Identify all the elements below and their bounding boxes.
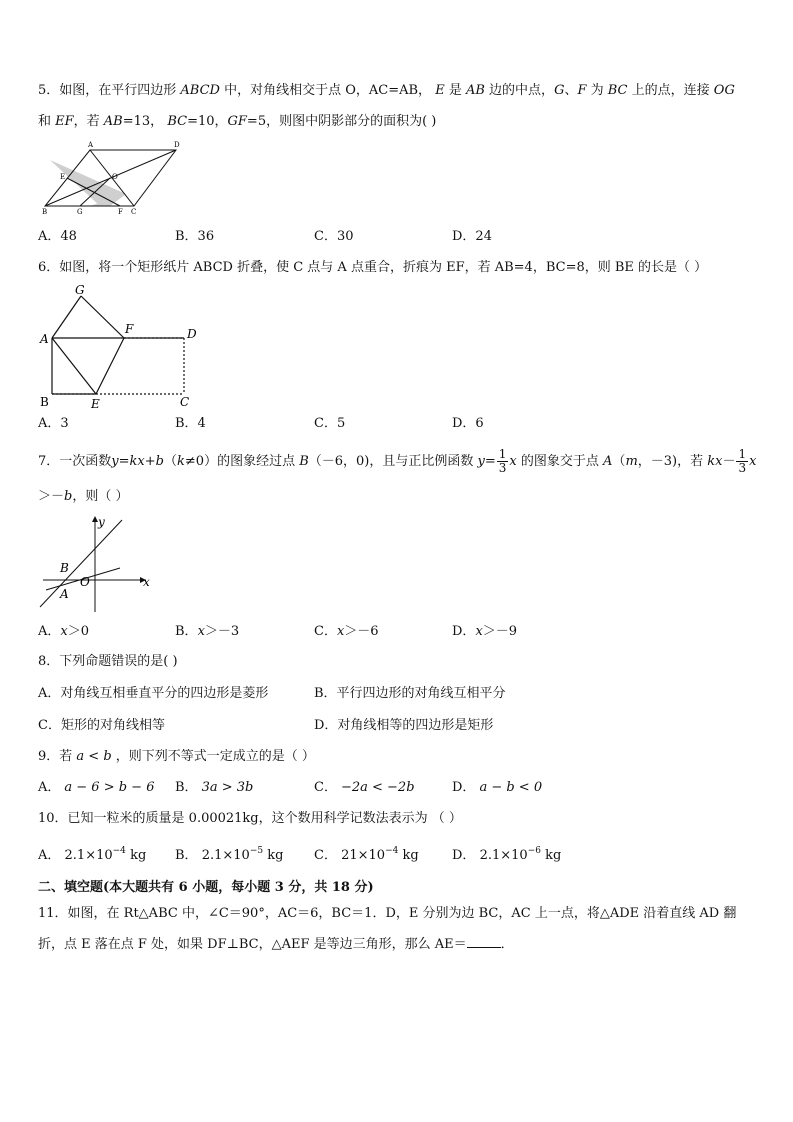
text-run: 中，对角线相交于点 O，AC=AB，	[219, 83, 436, 98]
q7-label-a: A	[60, 587, 69, 601]
text-run: BC	[607, 83, 628, 98]
q5-label-f: F	[118, 208, 123, 216]
q7-option-d[interactable]: D．x＞－9	[452, 624, 518, 639]
q6-label-f: F	[125, 322, 134, 336]
q5-label-c: C	[131, 208, 137, 216]
q10-text: 10．已知一粒米的质量是 0.00021kg，这个数用科学记数法表示为 （ ）	[38, 811, 462, 826]
q8-option-b[interactable]: B．平行四边形的对角线互相平分	[314, 686, 506, 701]
q11-text-line1: 11．如图，在 Rt△ABC 中，∠C＝90°，AC＝6，BC＝1．D，E 分别为边 BC，AC 上一点，将△ADE 沿着直线 AD 翻	[38, 906, 737, 921]
text-run: E	[435, 83, 445, 98]
q5-label-o: O	[112, 173, 118, 181]
q7-text-line2: ＞－b，则（ ）	[38, 489, 129, 504]
q6-label-b: B	[40, 395, 49, 409]
text-run: EF	[55, 114, 74, 129]
q10-option-c[interactable]: C． $21\times 10^{-4}$ kg	[314, 846, 419, 863]
text-run: 是	[444, 83, 466, 98]
q8-option-d[interactable]: D．对角线相等的四边形是矩形	[314, 718, 494, 733]
q5-option-c[interactable]: C．30	[314, 229, 354, 244]
q7-label-y: y	[98, 515, 105, 529]
q7-label-b: B	[60, 561, 69, 575]
q8-option-c[interactable]: C．矩形的对角线相等	[38, 718, 165, 733]
section-title-fill-in: 二、填空题(本大题共有 6 小题，每小题 3 分，共 18 分)	[38, 880, 374, 895]
q7-label-x: x	[143, 575, 150, 589]
text-run: GF	[227, 114, 247, 129]
q5-label-e: E	[60, 173, 66, 181]
q5-parallelogram-figure	[40, 141, 190, 216]
q11-answer-blank[interactable]	[467, 935, 501, 948]
q8-text: 8．下列命题错误的是( )	[38, 654, 178, 669]
q5-label-b: B	[42, 208, 48, 216]
text-run: 边的中点，	[484, 83, 555, 98]
q7-label-o: O	[80, 575, 90, 589]
text-run: AB	[465, 83, 485, 98]
text-run: 为	[586, 83, 608, 98]
q7-fraction-one-third: $\frac{1}{3}$	[498, 447, 507, 475]
text-run: =5，则图中阴影部分的面积为( )	[246, 114, 437, 129]
q10-option-b[interactable]: B． $2.1\times 10^{-5}$ kg	[175, 846, 284, 863]
q7-text-line1: 7．一次函数y=kx+b（k≠0）的图象经过点 B（－6，0)，且与正比例函数 y= $\frac{1}{3}$ x 的图象交于点 A（m，－3)，若 kx－ $\frac{1}{3}$ x	[38, 447, 757, 475]
q5-label-d: D	[174, 141, 180, 149]
q5-label-a: A	[88, 141, 94, 149]
q5-text-line2	[38, 113, 436, 131]
q6-label-g: G	[75, 283, 85, 297]
text-run: G	[554, 83, 565, 98]
q7-option-b[interactable]: B．x＞－3	[175, 624, 240, 639]
q8-option-a[interactable]: A．对角线互相垂直平分的四边形是菱形	[38, 686, 269, 701]
q6-option-a[interactable]: A．3	[38, 416, 69, 431]
text-run: F	[577, 83, 587, 98]
text-run: 和	[38, 114, 56, 129]
q9-option-b[interactable]: B． 3a > 3b	[175, 780, 254, 795]
q5-text-line1	[38, 82, 735, 100]
text-run: BC	[167, 114, 188, 129]
q6-rectangle-fold-figure	[36, 282, 206, 411]
q9-text: 9．若 a < b ，则下列不等式一定成立的是（ ）	[38, 749, 315, 764]
text-run: =10，	[187, 114, 228, 129]
text-run: =13，	[122, 114, 168, 129]
q6-label-d: D	[187, 327, 197, 341]
q7-option-a[interactable]: A．x＞0	[38, 624, 90, 639]
q5-option-a[interactable]: A．48	[38, 229, 77, 244]
text-run: 、	[564, 83, 578, 98]
text-run: 5．如图，在平行四边形	[38, 83, 181, 98]
q9-option-d[interactable]: D． a − b < 0	[452, 780, 543, 795]
q5-option-b[interactable]: B．36	[175, 229, 215, 244]
q10-option-a[interactable]: A． $2.1\times 10^{-4}$ kg	[38, 846, 147, 863]
q7-graph-figure	[38, 514, 153, 614]
text-run: ，若	[73, 114, 104, 129]
text-run: ABCD	[180, 83, 220, 98]
q6-label-a: A	[40, 332, 49, 346]
q6-label-e: E	[91, 397, 100, 411]
q6-label-c: C	[180, 395, 190, 409]
q9-option-a[interactable]: A． a − 6 > b − 6	[38, 780, 155, 795]
q9-option-c[interactable]: C． −2a < −2b	[314, 780, 415, 795]
q6-option-c[interactable]: C．5	[314, 416, 346, 431]
q5-label-g: G	[77, 208, 83, 216]
text-run: 上的点，连接	[627, 83, 714, 98]
q6-option-b[interactable]: B．4	[175, 416, 206, 431]
text-run: AB	[103, 114, 123, 129]
q7-option-c[interactable]: C．x＞－6	[314, 624, 379, 639]
q6-text: 6．如图，将一个矩形纸片 ABCD 折叠，使 C 点与 A 点重合，折痕为 EF，若 AB=4，BC=8，则 BE 的长是（ ）	[38, 260, 708, 275]
q10-option-d[interactable]: D． $2.1\times 10^{-6}$ kg	[452, 846, 562, 863]
q7-fraction-one-third-2: $\frac{1}{3}$	[738, 447, 747, 475]
q5-option-d[interactable]: D．24	[452, 229, 492, 244]
q11-text-line2: 折，点 E 落在点 F 处，如果 DF⊥BC，△AEF 是等边三角形，那么 AE＝ ．	[38, 937, 514, 952]
text-run: OG	[713, 83, 735, 98]
q6-option-d[interactable]: D．6	[452, 416, 484, 431]
